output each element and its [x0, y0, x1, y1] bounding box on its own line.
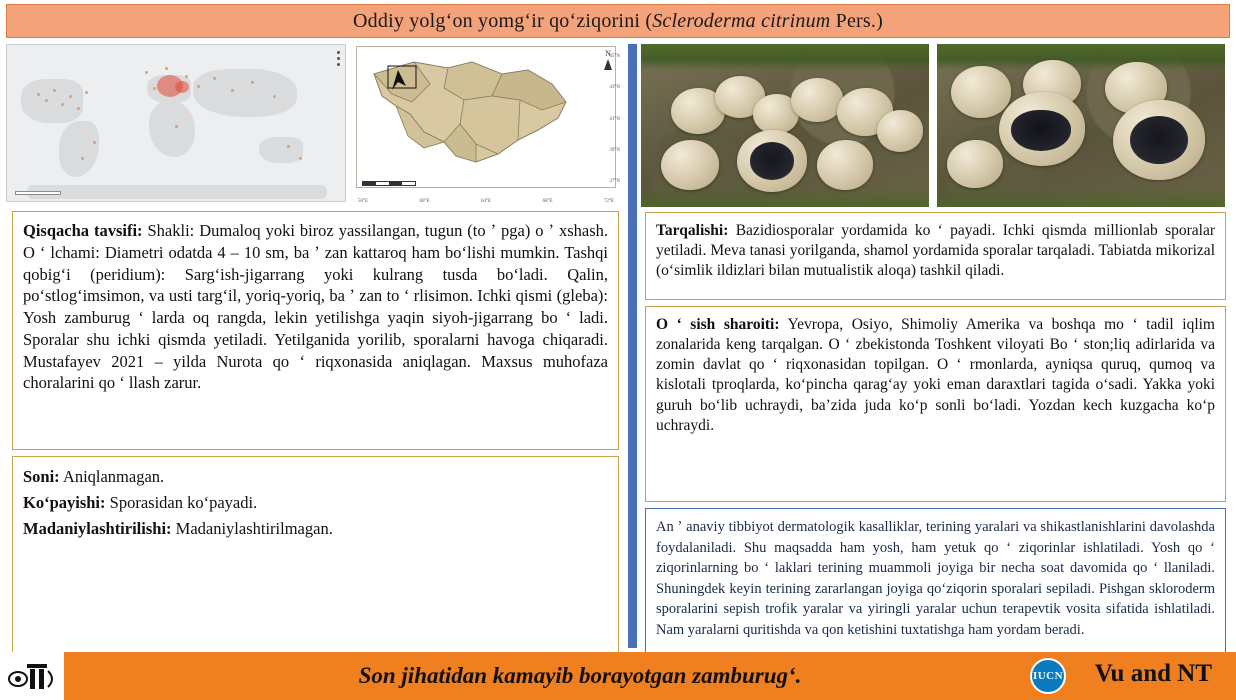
record-dot: [231, 89, 234, 92]
record-dot: [287, 145, 290, 148]
column-divider: [628, 44, 637, 648]
maps-row: [6, 44, 625, 209]
description-paragraph: [23, 220, 608, 394]
iucn-logo-icon: IUCN: [1030, 658, 1066, 694]
fruiting-body: [877, 110, 923, 152]
growth-text: Yevropa, Osiyo, Shimoliy Amerika va boshqa mo ʻ tadil iqlim zonalarida keng tarqalgan. O ʻ zbekistonda Toshkent viloyati Bo ʻ ston;liq adirlarida va zomin davlat qo ʻ riqxonasidan topilgan. O ʻ rmonlarda, ayniqsa quruq, qumoq va kislotali tproqlarda, ko‘pincha qarag‘ay yoki eman daraxtlari tagida o‘sadi. Yakka yoki guruh bo‘lib uchraydi, ba’zida juda ko‘p sonli bo‘ladi. Yozdan kech kuzgacha ko‘p uchraydi.: [656, 316, 1215, 434]
record-dot: [165, 67, 168, 70]
photos-row: [641, 44, 1230, 210]
spread-box: [645, 212, 1226, 300]
title-common-name: Oddiy yolg‘on yomg‘ir qo‘ziqorini (: [353, 9, 653, 32]
fruiting-body-cross-section: [737, 130, 807, 192]
record-dot: [69, 95, 72, 98]
record-dot: [61, 103, 64, 106]
record-dot: [85, 91, 88, 94]
description-box: [12, 211, 619, 450]
spread-paragraph: [656, 221, 1215, 280]
footer: [0, 652, 1236, 700]
description-label: Qisqacha tavsifi:: [23, 221, 143, 240]
photo-grass-bottom: [937, 185, 1225, 207]
fruiting-body: [947, 140, 1003, 188]
fact-count-value: Aniqlanmagan.: [59, 467, 165, 486]
latitude-ticks: 45°N 43°N 41°N 39°N 37°N: [609, 54, 620, 184]
record-dot: [37, 93, 40, 96]
landmass-north-america: [21, 79, 83, 123]
facts-box: [12, 456, 619, 662]
growth-box: [645, 306, 1226, 502]
map-scale-bar: [362, 181, 416, 186]
north-arrow-icon: N: [604, 50, 612, 70]
density-cluster-europe-2: [175, 81, 189, 93]
growth-paragraph: [656, 315, 1215, 436]
left-column: [6, 44, 625, 648]
growth-label: O ʻ sish sharoiti:: [656, 316, 780, 333]
conservation-status-text: Son jihatidan kamayib borayotgan zamburug‘.: [358, 663, 802, 688]
record-dot: [251, 81, 254, 84]
fruiting-body-cross-section: [999, 92, 1085, 166]
world-distribution-map: [6, 44, 346, 202]
fact-reproduction-label: Ko‘payishi:: [23, 492, 106, 512]
title-author: Pers.): [830, 9, 883, 32]
fruiting-body-cross-section: [1113, 100, 1205, 180]
medicinal-text: An ʼ anaviy tibbiyot dermatologik kasalliklar, terining yaralari va shikastlanishlarini davolashda foydalaniladi. Shu maqsadda ham yosh, ham yetuk qo ʻ ziqorinlar ishlatiladi. Yosh qo ʻ ziqorinlarning bo ʻ laklari terining muammoli joyiga bir necha soat davomida qo ʻ llaniladi. Shuningdek keyin terining zararlangan joyiga qo‘ziqorin sporalari sepiladi. Pishgan skloroderm sporalarini sepish trofik yaralar va yiringli yaralar uchun terapevtik vosita sifatida ishlatiladi. Nam yaralarni quritishda va qon ketishini tuxtatishga ham yordam beradi.: [656, 519, 1215, 638]
fruiting-body: [951, 66, 1011, 118]
record-dot: [185, 75, 188, 78]
page-title: [353, 10, 883, 33]
record-dot: [77, 107, 80, 110]
fruiting-body: [817, 140, 873, 190]
longitude-ticks: 56°E 60°E 64°E 68°E 72°E: [358, 199, 614, 204]
record-dot: [93, 141, 96, 144]
institution-logo-icon: [4, 656, 60, 698]
footer-status-bar: [64, 652, 1236, 700]
landmass-antarctica: [27, 185, 327, 199]
spread-label: Tarqalishi:: [656, 222, 729, 239]
mushroom-photo-cross-section: [937, 44, 1225, 207]
fact-cultivation-value: Madaniylashtirilmagan.: [171, 518, 333, 538]
record-dot: [53, 89, 56, 92]
record-dot: [153, 87, 156, 90]
uzbekistan-shape: [352, 44, 620, 194]
fact-reproduction-value: Sporasidan ko‘payadi.: [105, 492, 258, 512]
record-dot: [299, 157, 302, 160]
record-dot: [45, 99, 48, 102]
record-dot: [197, 85, 200, 88]
fruiting-body: [661, 140, 719, 190]
uzbekistan-distribution-map: [352, 44, 620, 206]
landmass-australia: [259, 137, 303, 163]
map-menu-icon[interactable]: [337, 51, 340, 66]
mushroom-photo-cluster: [641, 44, 929, 207]
status-code-label: Vu and NT: [1094, 660, 1212, 687]
fact-cultivation: [23, 517, 608, 541]
record-dot: [175, 125, 178, 128]
spread-text: Bazidiosporalar yordamida ko ʻ payadi. Ichki qismda millionlab sporalar yetiladi. Meva tanasi yorilganda, shamol yordamida sporalar tarqaladi. Tabiatda mikorizal (o‘simlik ildizlari bilan mutualistik aloqa) tashkil qiladi.: [656, 222, 1215, 279]
landmass-asia: [193, 69, 297, 117]
fact-reproduction: [23, 491, 608, 515]
page-title-bar: [6, 4, 1230, 38]
record-dot: [81, 157, 84, 160]
photo-grass-top: [641, 44, 929, 70]
title-scientific-name: Scleroderma citrinum: [652, 9, 831, 32]
fruiting-body: [791, 78, 843, 122]
record-dot: [213, 77, 216, 80]
fact-count-label: Soni:: [23, 467, 60, 486]
right-column: [641, 44, 1230, 648]
description-text: Shakli: Dumaloq yoki biroz yassilangan, tugun (to ʼ pga) o ʼ xshash. O ʻ lchami: Diametri odatda 4 – 10 sm, ba ʼ zan kattaroq ham bo‘lishi mumkin. Tashqi qobig‘i (peridium): Sarg‘ish-jigarrang yoki kulrang tusda bo‘ladi. Qalin, po‘stlog‘imsimon, va usti targ‘il, yoriq-yoriq, ba ʼ zan to ʻ rlisimon. Ichki qismi (gleba): Yosh zamburug ʻ larda oq rangda, lekin yetilishga yaqin siyoh-jigarrang bo ʻ ladi. Sporalar shu ichki qismda yetiladi. Yetilganida yorilib, sporalarni havoga chiqaradi. Mustafayev 2021 – yilda Nurota qo ʻ riqxonasida aniqlagan. Maxsus muhofaza choralarini qo ʻ llash zarur.: [23, 221, 608, 393]
fact-cultivation-label: Madaniylashtirilishi:: [23, 518, 172, 538]
fact-count: [23, 465, 608, 489]
map-scale-bar: [15, 191, 61, 195]
record-dot: [273, 95, 276, 98]
record-dot: [145, 71, 148, 74]
